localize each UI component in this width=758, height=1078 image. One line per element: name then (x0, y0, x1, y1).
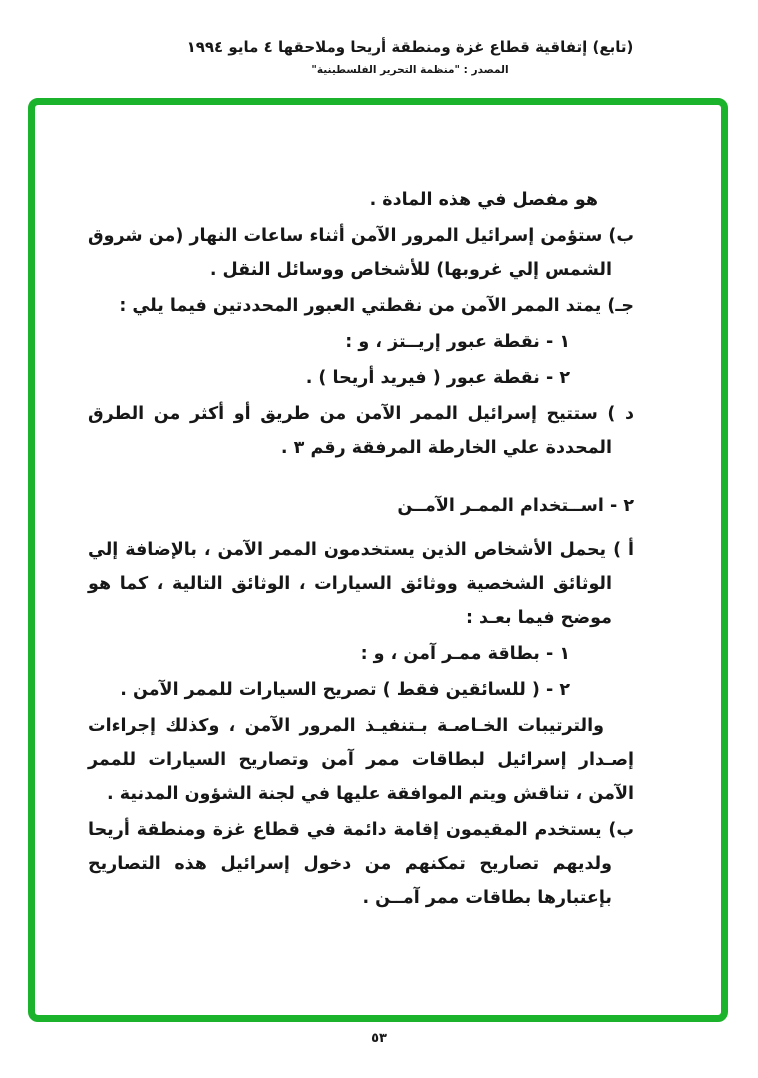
list-item-alef-documents: أ ) يحمل الأشخاص الذين يستخدمون الممر الآمن ، بالإضافة إلي الوثائق الشخصية ووثائق السيارات ، الوثائق التالية ، كما هو موضح فيما بعـد : (88, 540, 634, 628)
list-subitem-1-erez: ١ - نقطة عبور إريــتز ، و : (345, 332, 570, 352)
list-subitem-1-safe-passage-card: ١ - بطاقة ممـر آمن ، و : (360, 644, 570, 664)
list-item-jeem-crossing-points: جـ) يمتد الممر الآمن من نقطتي العبور المحددتين فيما يلي : (119, 296, 634, 316)
list-item-b-daylight: ب) ستؤمن إسرائيل المرور الآمن أثناء ساعات النهار (من شروق الشمس إلي غروبها) للأشخاص ووسائل النقل . (88, 226, 634, 280)
list-subitem-2-jericho-crossing: ٢ - نقطة عبور ( فيريد أريحا ) . (305, 368, 570, 388)
document-body (88, 183, 634, 917)
page-number: ٥٣ (371, 1031, 387, 1046)
paragraph-arrangements: والترتيبات الخـاصـة بـتنفيـذ المرور الآمن ، وكذلك إجراءات إصـدار إسرائيل لبطاقات ممر آمن وتصاريح السيارات للممر الآمن ، تناقش ويتم الموافقة عليها في لجنة الشؤون المدنية . (88, 716, 634, 804)
paragraph-intro-continuation: هو مفصل في هذه المادة . (369, 190, 598, 210)
header-source: المصدر : "منظمة التحرير الفلسطينية" (311, 64, 509, 76)
list-subitem-2-vehicle-permit: ٢ - ( للسائقين فقط ) تصريح السيارات للممر الآمن . (120, 680, 570, 700)
section-heading-use-of-safe-passage: ٢ - اســتخدام الممـر الآمــن (397, 496, 634, 516)
content-frame (28, 98, 728, 1022)
list-item-dal-routes-map: د ) ستتيح إسرائيل الممر الآمن من طريق أو أكثر من الطرق المحددة علي الخارطة المرفقة رقم ٣ . (88, 404, 634, 458)
header-title: (تابع) إتفاقية قطاع غزة ومنطقة أريحا وملاحقها ٤ مايو ١٩٩٤ (186, 38, 634, 56)
page-header (110, 38, 710, 76)
list-item-b-residents: ب) يستخدم المقيمون إقامة دائمة في قطاع غزة ومنطقة أريحا ولديهم تصاريح تمكنهم من دخول إسرائيل هذه التصاريح بإعتبارها بطاقات ممر آمــن . (88, 820, 634, 908)
